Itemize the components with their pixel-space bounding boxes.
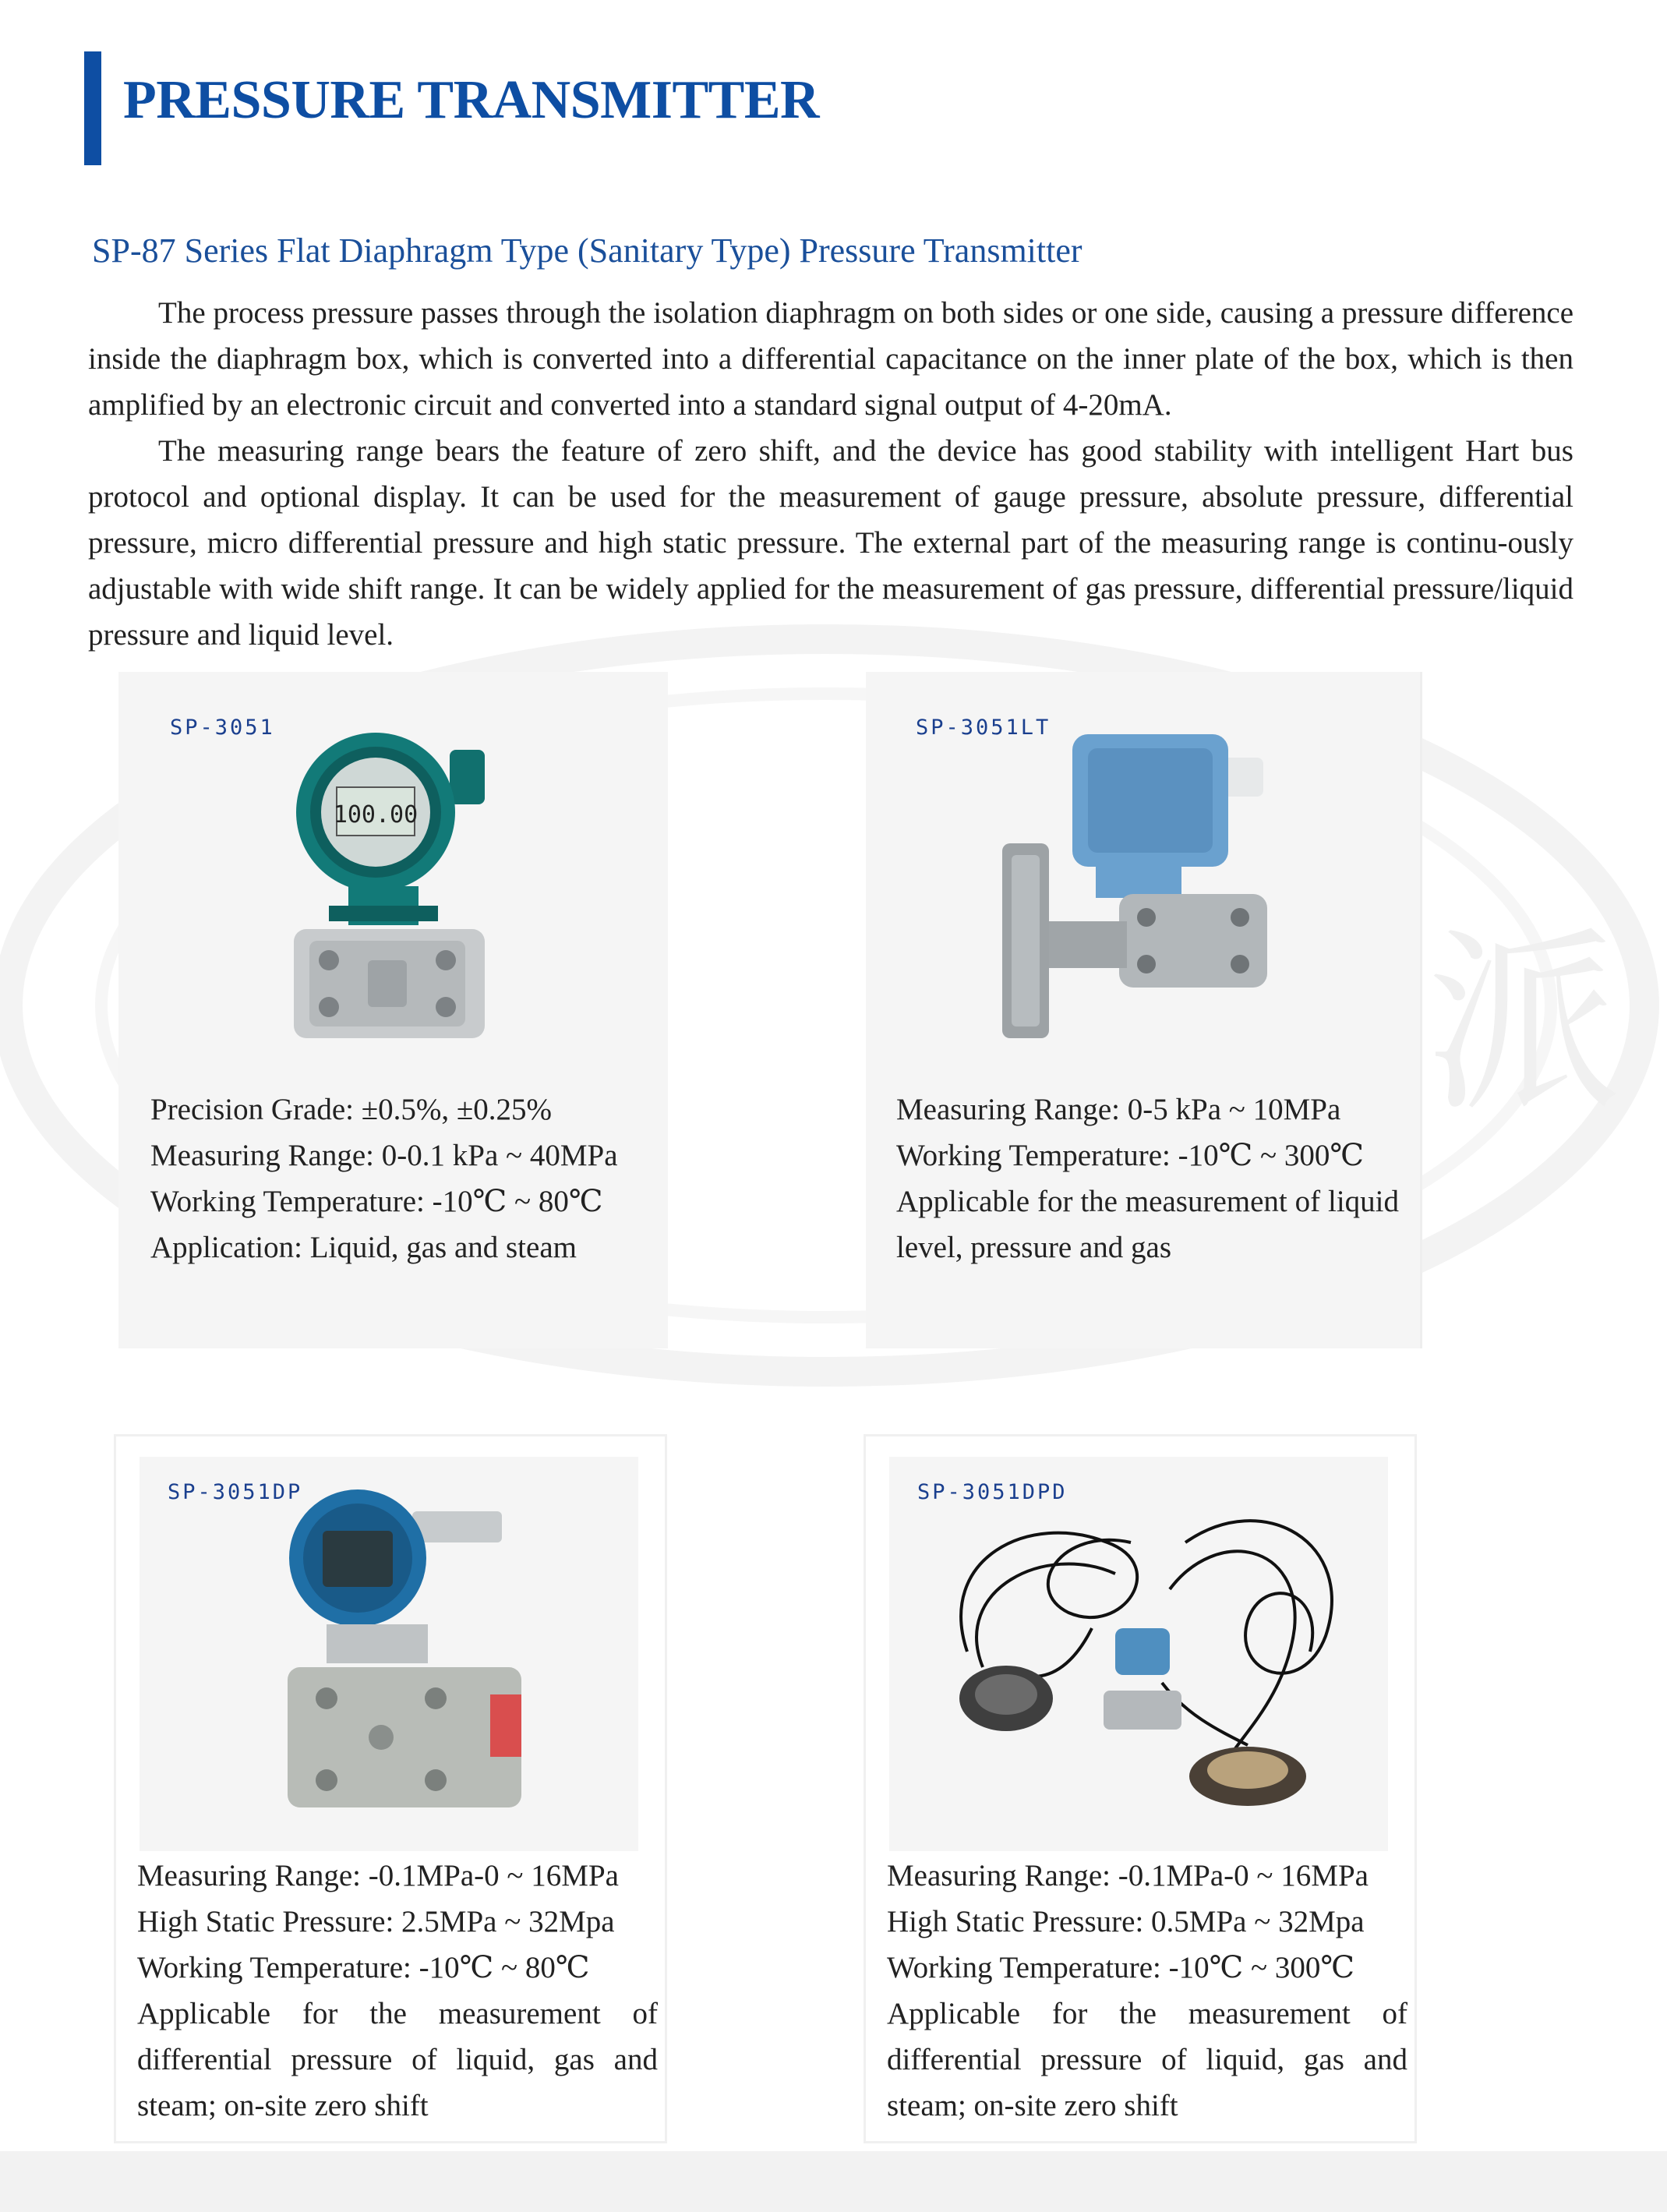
spec-line: Applicable for the measurement of differential pressure of liquid, gas and steam; on-site zero shift (137, 1997, 658, 2122)
spec-line: Measuring Range: -0.1MPa-0 ~ 16MPa (137, 1859, 619, 1892)
section-subtitle: SP-87 Series Flat Diaphragm Type (Sanitary Type) Pressure Transmitter (92, 231, 1082, 270)
spec-line: Working Temperature: -10℃ ~ 80℃ (137, 1951, 590, 1984)
description-paragraph-2: The measuring range bears the feature of zero shift, and the device has good stability with intelligent Hart bus protocol and optional display. It can be used for the measurement of gauge pressure, absolute pressure, differential pressure, micro differential pressure and high static pressure. The external part of the measuring range is continu-ously adjustable with wide shift range. It can be widely applied for the measurement of gas pressure, differential pressure/liquid pressure and liquid level. (88, 434, 1573, 652)
spec-line: Application: Liquid, gas and steam (150, 1231, 577, 1264)
spec-line: Applicable for the measurement of differential pressure of liquid, gas and steam; on-site zero shift (887, 1997, 1407, 2122)
transmitter-sp3051dp-image (280, 1488, 529, 1815)
spec-line: Measuring Range: 0-0.1 kPa ~ 40MPa (150, 1139, 618, 1172)
svg-text:派: 派 (1426, 910, 1621, 1137)
product-card-sp3051lt (866, 672, 1422, 1348)
product-specs (137, 1853, 658, 2129)
spec-line: High Static Pressure: 0.5MPa ~ 32Mpa (887, 1905, 1365, 1938)
transmitter-sp3051-image (282, 726, 500, 1046)
spec-line: Measuring Range: 0-5 kPa ~ 10MPa (896, 1093, 1341, 1126)
footer-strip (0, 2151, 1667, 2212)
page-title: PRESSURE TRANSMITTER (123, 70, 820, 130)
product-image-panel (140, 1457, 638, 1851)
transmitter-sp3051lt-image (979, 726, 1306, 1062)
product-model: SP-3051DP (168, 1480, 303, 1504)
spec-line: Working Temperature: -10℃ ~ 300℃ (896, 1139, 1364, 1172)
product-specs (896, 1087, 1399, 1270)
product-card-sp3051dp (114, 1434, 667, 2143)
spec-line: High Static Pressure: 2.5MPa ~ 32Mpa (137, 1905, 615, 1938)
spec-line: Working Temperature: -10℃ ~ 300℃ (887, 1951, 1354, 1984)
description (88, 290, 1573, 658)
product-specs (150, 1087, 649, 1270)
display-reading: 100.00 (333, 801, 419, 829)
transmitter-sp3051dpd-image (936, 1496, 1357, 1823)
spec-line: Applicable for the measurement of liquid level, pressure and gas (896, 1185, 1399, 1264)
product-model: SP-3051DPD (917, 1480, 1068, 1504)
title-accent-bar (84, 51, 101, 165)
product-card-sp3051 (118, 672, 668, 1348)
description-paragraph-1: The process pressure passes through the isolation diaphragm on both sides or one side, causing a pressure difference inside the diaphragm box, which is converted into a differential capacitance on the inner plate of the box, which is then amplified by an electronic circuit and converted into a standard signal output of 4-20mA. (88, 296, 1573, 422)
product-specs (887, 1853, 1407, 2129)
product-model: SP-3051 (170, 716, 275, 740)
product-model: SP-3051LT (916, 716, 1051, 740)
product-card-sp3051dpd (864, 1434, 1417, 2143)
spec-line: Measuring Range: -0.1MPa-0 ~ 16MPa (887, 1859, 1369, 1892)
product-image-panel (889, 1457, 1388, 1851)
spec-line: Working Temperature: -10℃ ~ 80℃ (150, 1185, 603, 1218)
spec-line: Precision Grade: ±0.5%, ±0.25% (150, 1093, 553, 1126)
